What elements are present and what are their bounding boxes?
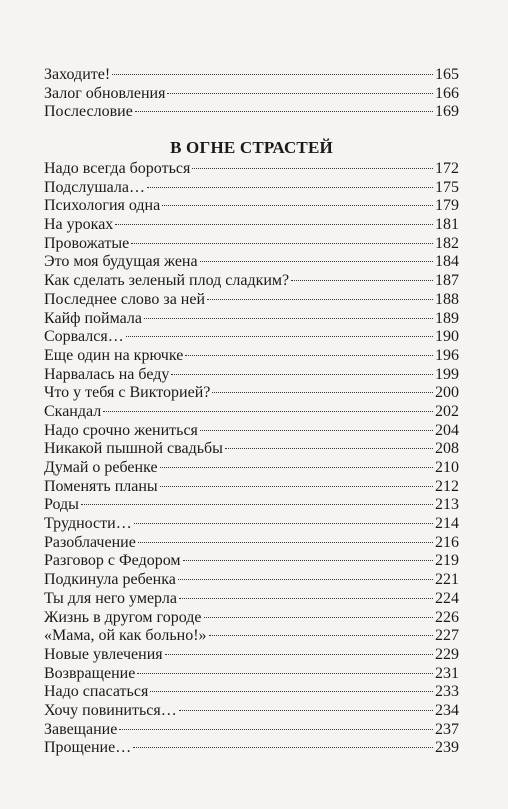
dot-leader (200, 430, 433, 431)
toc-entry (44, 66, 459, 85)
toc-entry-title: Разговор с Федором (44, 552, 181, 570)
toc-entry-title: Прощение… (44, 739, 132, 757)
toc-entry-title: На уроках (44, 216, 114, 234)
dot-leader (200, 261, 433, 262)
dot-leader (179, 598, 433, 599)
toc-entry (44, 627, 459, 646)
toc-entry-title: Как сделать зеленый плод сладким? (44, 272, 290, 290)
dot-leader (150, 691, 433, 692)
toc-entry-title: Поменять планы (44, 477, 158, 495)
toc-entry (44, 216, 459, 235)
toc-entry (44, 347, 459, 366)
toc-entry-page: 175 (435, 178, 459, 196)
dot-leader (185, 355, 433, 356)
toc-entry-title: Завещание (44, 720, 118, 738)
toc-entry (44, 328, 459, 347)
toc-entry-page: 231 (435, 664, 459, 682)
toc-entry (44, 235, 459, 254)
toc-entry-page: 233 (435, 683, 459, 701)
toc-entry-title: Новые увлечения (44, 645, 163, 663)
toc-entry-title: Провожатые (44, 234, 130, 252)
toc-entry-page: 237 (435, 720, 459, 738)
dot-leader (160, 467, 433, 468)
toc-entry-page: 169 (435, 103, 459, 121)
toc-entry-title: Заходите! (44, 66, 111, 83)
toc-entry-page: 204 (435, 421, 459, 439)
toc-entry-title: Послесловие (44, 103, 133, 121)
dot-leader (179, 710, 433, 711)
dot-leader (160, 486, 433, 487)
toc-entry (44, 478, 459, 497)
dot-leader (207, 299, 433, 300)
toc-entry-title: Жизнь в другом городе (44, 608, 202, 626)
dot-leader (131, 243, 433, 244)
toc-entry (44, 646, 459, 665)
dot-leader (133, 747, 433, 748)
toc-entry-title: Надо спасаться (44, 683, 149, 701)
dot-leader (178, 579, 433, 580)
toc-entry (44, 85, 459, 104)
dot-leader (103, 411, 433, 412)
toc-entry (44, 683, 459, 702)
toc-entry (44, 459, 459, 478)
toc-entry-title: Залог обновления (44, 84, 166, 102)
toc-entry-page: 199 (435, 365, 459, 383)
toc-entry-page: 213 (435, 496, 459, 514)
toc-entry-title: Кайф поймала (44, 309, 142, 327)
toc-entry-page: 188 (435, 290, 459, 308)
toc-entry-title: Ты для него умерла (44, 589, 177, 607)
toc-entry-page: 226 (435, 608, 459, 626)
dot-leader (212, 392, 433, 393)
section-title: В ОГНЕ СТРАСТЕЙ (170, 138, 333, 157)
toc-entry-page: 166 (435, 84, 459, 102)
toc-entry (44, 422, 459, 441)
toc-entry-page: 239 (435, 739, 459, 757)
toc-entry (44, 291, 459, 310)
toc-entry (44, 571, 459, 590)
toc-entry (44, 272, 459, 291)
dot-leader (126, 336, 433, 337)
dot-leader (204, 617, 434, 618)
toc-entry-title: Надо срочно жениться (44, 421, 198, 439)
toc-entry (44, 366, 459, 385)
toc-entry-title: Думай о ребенке (44, 459, 158, 476)
dot-leader (171, 374, 433, 375)
dot-leader (138, 542, 433, 543)
toc-entry-title: Последнее слово за ней (44, 290, 206, 308)
dot-leader (165, 654, 433, 655)
toc-entry-page: 227 (435, 627, 459, 645)
toc-entry-page: 190 (435, 328, 459, 346)
toc-entry-page: 229 (435, 645, 459, 663)
toc-entry (44, 310, 459, 329)
toc-entry-page: 182 (435, 234, 459, 252)
toc-entry-page: 196 (435, 346, 459, 364)
toc-entry-page: 208 (435, 440, 459, 458)
toc-entry (44, 496, 459, 515)
dot-leader (144, 318, 433, 319)
toc-entry-page: 216 (435, 533, 459, 551)
toc-entry-page: 212 (435, 477, 459, 495)
toc-entry-page: 234 (435, 701, 459, 719)
dot-leader (209, 635, 433, 636)
toc-entry (44, 665, 459, 684)
toc-entry (44, 552, 459, 571)
dot-leader (147, 187, 433, 188)
dot-leader (81, 504, 433, 505)
toc-entry-title: Подкинула ребенка (44, 571, 176, 589)
toc-entry-title: Трудности… (44, 515, 132, 533)
toc-entry (44, 440, 459, 459)
toc-entry-title: Психология одна (44, 197, 161, 215)
toc-entry-title: Возвращение (44, 664, 136, 682)
dot-leader (119, 729, 433, 730)
toc-entry-page: 210 (435, 459, 459, 476)
toc-entry (44, 197, 459, 216)
toc-entry (44, 403, 459, 422)
toc-entry-page: 165 (435, 66, 459, 83)
dot-leader (183, 560, 433, 561)
toc-entry-page: 224 (435, 589, 459, 607)
toc-entry (44, 103, 459, 122)
toc-entry-title: «Мама, ой как больно!» (44, 627, 207, 645)
toc-entry (44, 609, 459, 628)
toc-entry (44, 160, 459, 179)
toc-entry-page: 189 (435, 309, 459, 327)
dot-leader (115, 224, 433, 225)
dot-leader (162, 205, 433, 206)
dot-leader (167, 93, 433, 94)
toc-entry-page: 184 (435, 253, 459, 271)
toc-entry (44, 384, 459, 403)
toc-entry-title: Нарвалась на беду (44, 365, 170, 383)
toc-entry-title: Хочу повиниться… (44, 701, 177, 719)
dot-leader (134, 523, 433, 524)
toc-entry (44, 179, 459, 198)
toc-entry (44, 253, 459, 272)
toc-entry (44, 590, 459, 609)
toc-entry-page: 219 (435, 552, 459, 570)
toc-entry-page: 172 (435, 160, 459, 177)
toc-entry-page: 179 (435, 197, 459, 215)
toc-entry-title: Надо всегда бороться (44, 160, 191, 177)
dot-leader (291, 280, 433, 281)
toc-top-list (44, 66, 459, 122)
toc-entry-page: 221 (435, 571, 459, 589)
toc-entry-title: Роды (44, 496, 79, 514)
dot-leader (192, 168, 433, 169)
toc-entry-title: Разоблачение (44, 533, 136, 551)
dot-leader (135, 111, 433, 112)
toc-entry-title: Это моя будущая жена (44, 253, 198, 271)
toc-entry (44, 721, 459, 740)
toc-entry-title: Сорвался… (44, 328, 124, 346)
toc-entry (44, 534, 459, 553)
toc-entry-page: 187 (435, 272, 459, 290)
toc-section-list (44, 160, 459, 758)
toc-entry-title: Скандал (44, 402, 102, 420)
toc-entry-page: 202 (435, 402, 459, 420)
dot-leader (137, 673, 433, 674)
toc-entry (44, 702, 459, 721)
toc-entry-page: 214 (435, 515, 459, 533)
toc-entry-title: Что у тебя с Викторией? (44, 384, 211, 402)
dot-leader (225, 448, 433, 449)
toc-entry (44, 739, 459, 758)
toc-entry-page: 181 (435, 216, 459, 234)
toc-entry (44, 515, 459, 534)
toc-entry-page: 200 (435, 384, 459, 402)
toc-entry-title: Еще один на крючке (44, 346, 184, 364)
dot-leader (112, 74, 433, 75)
toc-entry-title: Никакой пышной свадьбы (44, 440, 223, 458)
toc-entry-title: Подслушала… (44, 178, 145, 196)
